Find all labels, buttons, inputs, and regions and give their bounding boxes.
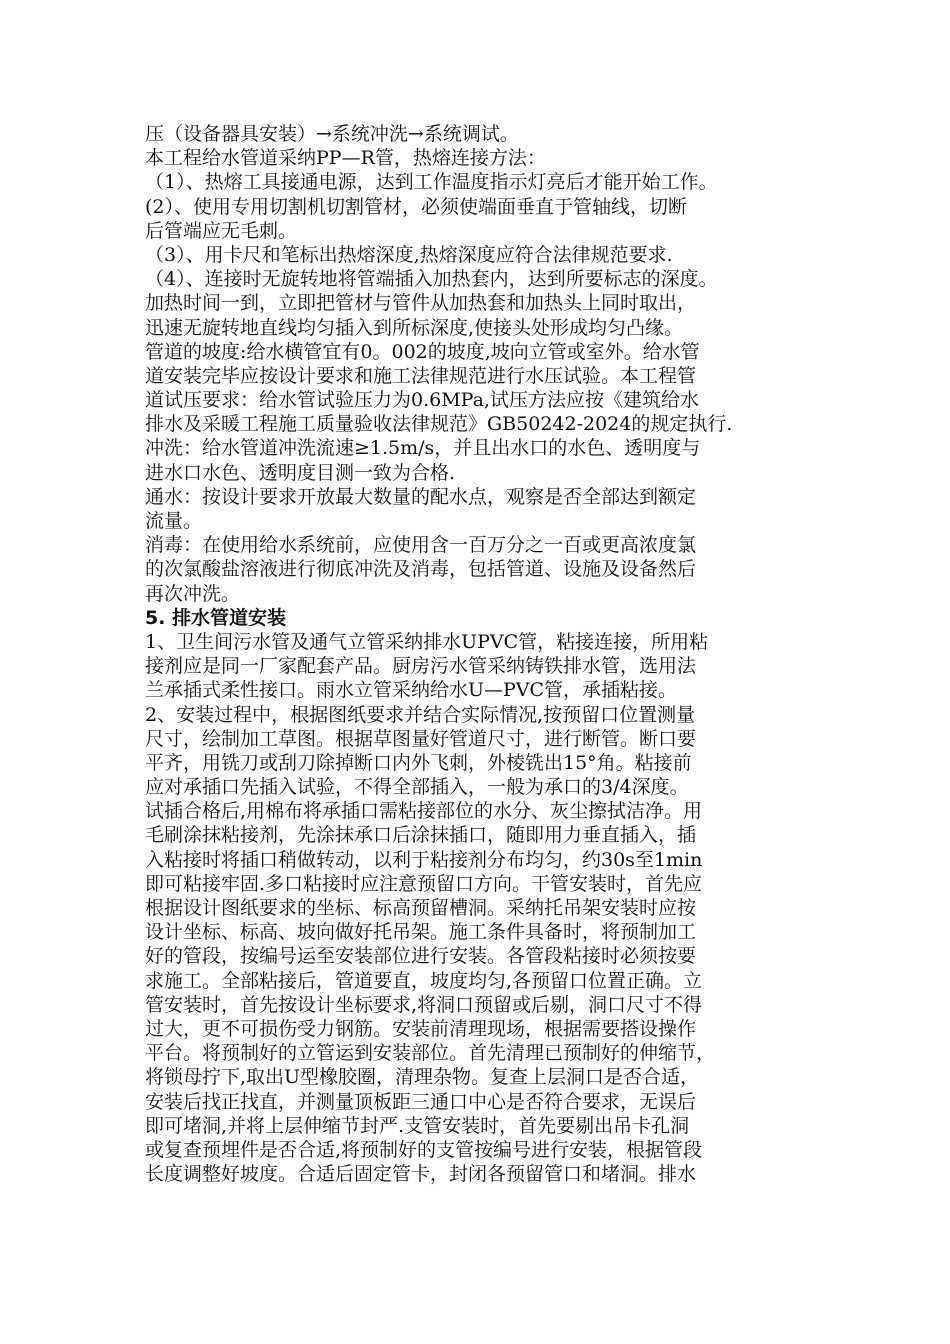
text-line: 试插合格后,用棉布将承插口需粘接部位的水分、灰尘擦拭洁净。用 <box>145 800 703 823</box>
text-line: 道试压要求：给水管试验压力为0.6MPa,试压方法应按《建筑给水 <box>145 389 699 412</box>
text-line: 兰承插式柔性接口。雨水立管采纳给水U—PVC管，承插粘接。 <box>145 679 678 702</box>
text-line: 将锁母拧下,取出U型橡胶圈，清理杂物。复查上层洞口是否合适， <box>145 1066 700 1089</box>
text-line: 本工程给水管道采纳PP—R管，热熔连接方法： <box>145 147 546 170</box>
text-line: 尺寸，绘制加工草图。根据草图量好管道尺寸，进行断管。断口要 <box>145 727 697 750</box>
text-line: 平齐，用铣刀或刮刀除掉断口内外飞刺，外棱铣出15°角。粘接前 <box>145 751 692 774</box>
text-line: 应对承插口先插入试验，不得全部插入，一般为承口的3/4深度。 <box>145 776 689 799</box>
text-line: 消毒：在使用给水系统前，应使用含一百万分之一百或更高浓度氯 <box>145 534 697 557</box>
text-line: (2）、使用专用切割机切割管材，必须使端面垂直于管轴线，切断 <box>145 195 688 218</box>
text-line: 管安装时，首先按设计坐标要求,将洞口预留或后剔，洞口尺寸不得 <box>145 993 703 1016</box>
text-line: 毛刷涂抹粘接剂，先涂抹承口后涂抹插口，随即用力垂直插入，插 <box>145 824 697 847</box>
text-line: 进水口水色、透明度目测一致为合格. <box>145 461 456 484</box>
text-line: 设计坐标、标高、坡向做好托吊架。施工条件具备时，将预制加工 <box>145 921 697 944</box>
text-line: 长度调整好坡度。合适后固定管卡，封闭各预留管口和堵洞。排水 <box>145 1163 697 1186</box>
text-line: 流量。 <box>145 510 203 532</box>
text-line: 压（设备器具安装）→系统冲洗→系统调试。 <box>145 123 519 145</box>
section-heading: 5. 排水管道安装 <box>145 606 287 629</box>
text-line: 安装后找正找直，并测量顶板距三通口中心是否符合要求，无误后 <box>145 1090 697 1113</box>
text-line: 接剂应是同一厂家配套产品。厨房污水管采纳铸铁排水管，选用法 <box>145 655 697 678</box>
text-line: 或复查预埋件是否合适,将预制好的支管按编号进行安装，根据管段 <box>145 1138 703 1161</box>
text-line: 1、卫生间污水管及通气立管采纳排水UPVC管，粘接连接，所用粘 <box>145 630 709 653</box>
text-line: 的次氯酸盐溶液进行彻底冲洗及消毒，包括管道、设施及设备然后 <box>145 558 697 581</box>
text-line: 再次冲洗。 <box>145 582 241 605</box>
text-line: （1）、热熔工具接通电源，达到工作温度指示灯亮后才能开始工作。 <box>145 171 718 194</box>
text-line: （4）、连接时无旋转地将管端插入加热套内，达到所要标志的深度。 <box>145 268 718 291</box>
text-line: 过大，更不可损伤受力钢筋。安装前清理现场，根据需要搭设操作 <box>145 1017 697 1040</box>
text-line: 好的管段，按编号运至安装部位进行安装。各管段粘接时必须按要 <box>145 945 697 968</box>
text-line: 根据设计图纸要求的坐标、标高预留槽洞。采纳托吊架安装时应按 <box>145 897 697 919</box>
text-line: 2、安装过程中，根据图纸要求并结合实际情况,按预留口位置测量 <box>145 703 696 726</box>
text-line: 后管端应无毛刺。 <box>145 219 298 242</box>
document-body <box>145 122 815 1186</box>
text-line: 道安装完毕应按设计要求和施工法律规范进行水压试验。本工程管 <box>145 364 697 387</box>
text-line: 平台。将预制好的立管运到安装部位。首先清理已预制好的伸缩节， <box>145 1042 716 1065</box>
text-line: 入粘接时将插口稍做转动，以利于粘接剂分布均匀，约30s至1min <box>145 848 703 871</box>
text-line: 加热时间一到，立即把管材与管件从加热套和加热头上同时取出， <box>145 292 697 315</box>
text-line: 即可粘接牢固.多口粘接时应注意预留口方向。干管安装时，首先应 <box>145 872 703 895</box>
text-line: 求施工。全部粘接后，管道要直，坡度均匀,各预留口位置正确。立 <box>145 969 703 992</box>
text-line: 即可堵洞,并将上层伸缩节封严.支管安装时，首先要剔出吊卡孔洞 <box>145 1114 690 1137</box>
text-line: 冲洗：给水管道冲洗流速≥1.5m/s，并且出水口的水色、透明度与 <box>145 437 701 460</box>
text-line: （3）、用卡尺和笔标出热熔深度,热熔深度应符合法律规范要求. <box>145 243 673 266</box>
text-line: 迅速无旋转地直线均匀插入到所标深度,使接头处形成均匀凸缘。 <box>145 316 684 339</box>
text-line: 通水：按设计要求开放最大数量的配水点，观察是否全部达到额定 <box>145 485 697 508</box>
text-line: 排水及采暖工程施工质量验收法律规范》GB50242-2024的规定执行. <box>145 413 733 436</box>
text-line: 管道的坡度:给水横管宜有0。002的坡度,坡向立管或室外。给水管 <box>145 340 700 363</box>
